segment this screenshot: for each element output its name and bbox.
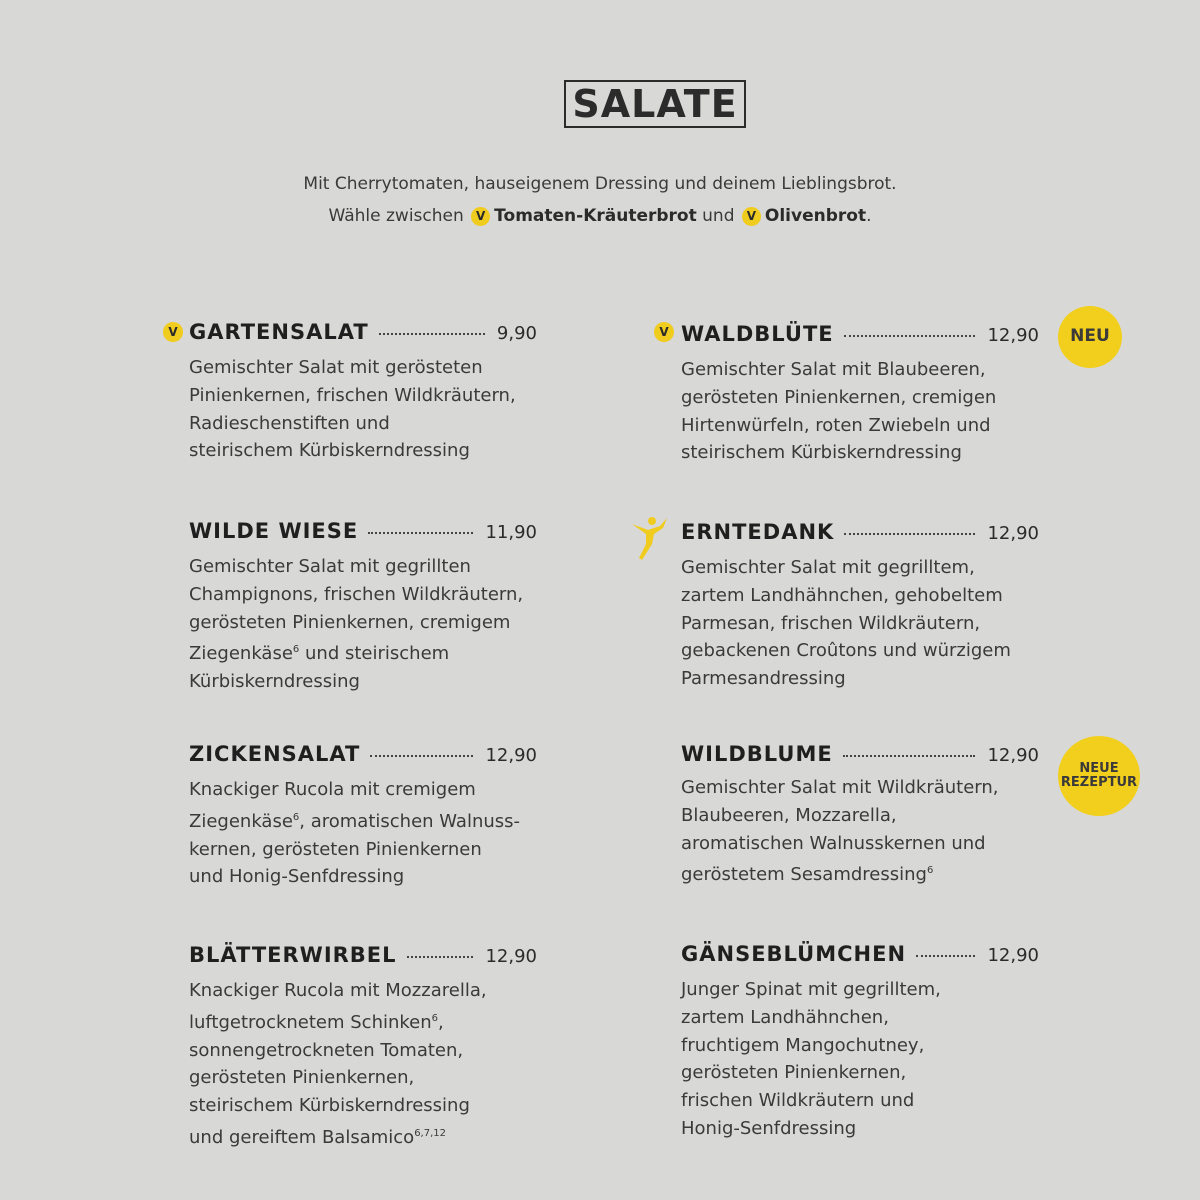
item-price: 12,90 bbox=[485, 745, 537, 766]
intro-connector: und bbox=[702, 206, 735, 226]
menu-item-gaenseblümchen bbox=[681, 942, 1039, 1143]
leader-dots bbox=[843, 755, 976, 757]
vegan-badge-icon: V bbox=[654, 322, 674, 342]
athlete-figure-icon bbox=[630, 514, 670, 562]
menu-item-gartensalat bbox=[189, 320, 537, 465]
leader-dots bbox=[370, 755, 473, 757]
leader-dots bbox=[916, 955, 975, 957]
bread-option-1: Tomaten-Kräuterbrot bbox=[494, 206, 697, 226]
item-name: GARTENSALAT bbox=[189, 320, 369, 344]
menu-item-waldbluete bbox=[681, 322, 1039, 467]
bread-option-2: Olivenbrot bbox=[764, 206, 867, 226]
leader-dots bbox=[407, 956, 474, 958]
new-badge: NEU bbox=[1058, 306, 1122, 368]
item-description: Gemischter Salat mit Blaubeeren, gerösteten Pinienkernen, cremigen Hirtenwürfeln, roten Zwiebeln und steirischem Kürbiskerndressing bbox=[681, 359, 997, 464]
intro-line-2 bbox=[0, 206, 1200, 226]
leader-dots bbox=[844, 335, 976, 337]
page-title-box bbox=[564, 80, 746, 128]
item-price: 12,90 bbox=[987, 745, 1039, 766]
item-price: 11,90 bbox=[485, 522, 537, 543]
menu-item-wilde-wiese bbox=[189, 519, 537, 696]
intro-prefix: Wähle zwischen bbox=[328, 206, 464, 226]
intro-line-1: Mit Cherrytomaten, hauseigenem Dressing und deinem Lieblingsbrot. bbox=[303, 174, 897, 194]
item-price: 9,90 bbox=[496, 323, 537, 344]
item-price: 12,90 bbox=[987, 523, 1039, 544]
item-description: Junger Spinat mit gegrilltem, zartem Landhähnchen, fruchtigem Mangochutney, gerösteten Pinienkernen, frischen Wildkräutern und Honig-Senfdressing bbox=[681, 979, 941, 1139]
item-name: ERNTEDANK bbox=[681, 520, 835, 544]
intro-end: . bbox=[866, 206, 872, 226]
item-description: Gemischter Salat mit gegrilltem, zartem Landhähnchen, gehobeltem Parmesan, frischen Wildkräutern, gebackenen Croûtons und würzigem Parmesandressing bbox=[681, 557, 1011, 690]
item-description: Gemischter Salat mit gegrillten Champignons, frischen Wildkräutern, gerösteten Pinienkernen, cremigem Ziegenkäse$^6$ und steirischem Kürbiskerndressing bbox=[189, 556, 524, 693]
menu-item-wildblume bbox=[681, 742, 1039, 889]
item-name: WILDE WIESE bbox=[189, 519, 359, 543]
vegan-badge-icon: V bbox=[742, 207, 761, 226]
item-price: 12,90 bbox=[987, 945, 1039, 966]
menu-item-blaetterwirbel bbox=[189, 943, 537, 1152]
menu-item-zickensalat bbox=[189, 742, 537, 891]
item-name: BLÄTTERWIRBEL bbox=[189, 943, 397, 967]
leader-dots bbox=[844, 533, 975, 535]
menu-item-erntedank bbox=[681, 520, 1039, 693]
leader-dots bbox=[368, 532, 473, 534]
vegan-badge-icon: V bbox=[163, 322, 183, 342]
item-name: WALDBLÜTE bbox=[681, 322, 834, 346]
leader-dots bbox=[379, 333, 485, 335]
new-recipe-badge: NEUE REZEPTUR bbox=[1058, 736, 1140, 816]
item-name: ZICKENSALAT bbox=[189, 742, 361, 766]
vegan-badge-icon: V bbox=[471, 207, 490, 226]
item-description: Gemischter Salat mit gerösteten Pinienkernen, frischen Wildkräutern, Radieschenstiften und steirischem Kürbiskerndressing bbox=[189, 357, 516, 462]
item-name: WILDBLUME bbox=[681, 742, 833, 766]
item-description: Gemischter Salat mit Wildkräutern, Blaubeeren, Mozzarella, aromatischen Walnusskernen und geröstetem Sesamdressing$^6$ bbox=[681, 777, 999, 886]
item-price: 12,90 bbox=[485, 946, 537, 967]
page-title: SALATE bbox=[572, 82, 738, 126]
item-description: Knackiger Rucola mit cremigem Ziegenkäse$^6$, aromatischen Walnuss- kernen, gerösteten Pinienkernen und Honig-Senfdressing bbox=[189, 779, 521, 888]
item-price: 12,90 bbox=[987, 325, 1039, 346]
item-description: Knackiger Rucola mit Mozzarella, luftgetrocknetem Schinken$^6$, sonnengetrockneten Tomaten, gerösteten Pinienkernen, steirischem Kürbiskerndressing und gereiftem Balsamico$^{6,7,12}$ bbox=[189, 980, 487, 1148]
item-name: GÄNSEBLÜMCHEN bbox=[681, 942, 907, 966]
